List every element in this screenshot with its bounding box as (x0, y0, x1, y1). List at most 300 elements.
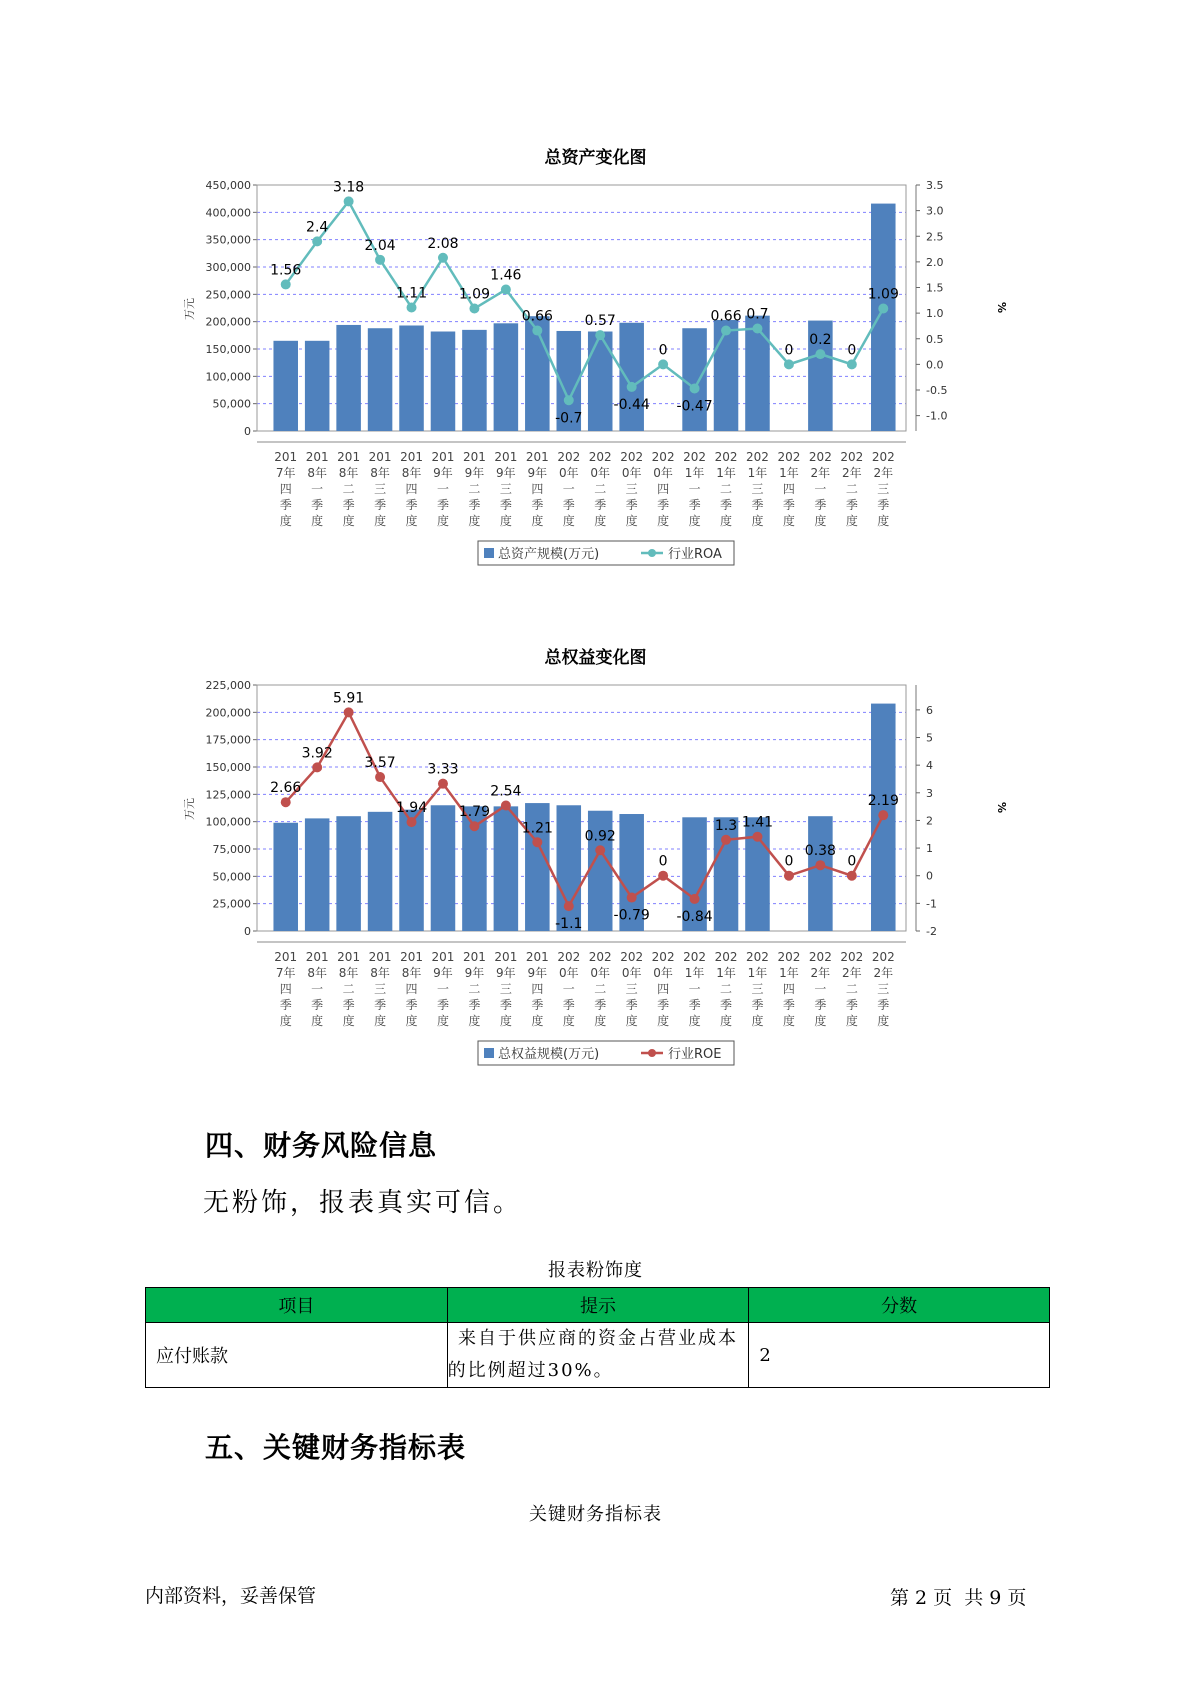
y-right-tick-label: -1.0 (926, 409, 948, 423)
header-item: 项目 (146, 1288, 448, 1323)
legend-bar-swatch (484, 1048, 494, 1058)
x-tick-label: 季 (342, 998, 355, 1012)
line-point (752, 324, 762, 334)
x-tick-label: 201 (305, 450, 329, 464)
data-label: 0.7 (746, 306, 769, 323)
total-equity-chart (0, 670, 1191, 1090)
x-tick-label: 202 (746, 450, 769, 464)
x-tick-label: 度 (342, 514, 355, 528)
line-point (375, 772, 385, 782)
x-tick-label: 9年 (527, 966, 548, 980)
bar (494, 806, 519, 931)
x-tick-label: 三 (877, 982, 890, 996)
line-point (344, 707, 354, 717)
x-tick-label: 季 (531, 498, 544, 512)
line-point (721, 835, 731, 845)
data-label: 1.46 (490, 267, 522, 284)
x-tick-label: 季 (845, 998, 858, 1012)
line-point (595, 845, 605, 855)
x-tick-label: 度 (877, 1014, 890, 1028)
x-tick-label: 1年 (747, 966, 768, 980)
x-tick-label: 2年 (873, 966, 894, 980)
data-label: 0.66 (521, 308, 553, 325)
risk-table (145, 1287, 1050, 1388)
x-tick-label: 度 (279, 514, 292, 528)
line-point (438, 253, 448, 263)
x-tick-label: 度 (594, 514, 607, 528)
key-indicators-heading: 五、关键财务指标表 (205, 1431, 467, 1464)
line-point (501, 801, 511, 811)
data-label: 1.41 (741, 814, 774, 831)
x-tick-label: 度 (405, 514, 418, 528)
line-point (690, 894, 700, 904)
x-tick-label: 202 (871, 950, 895, 964)
x-tick-label: 9年 (464, 466, 485, 480)
x-tick-label: 202 (557, 950, 581, 964)
bar (368, 328, 393, 431)
line-point (532, 326, 542, 336)
y-right-tick-label: 3.0 (926, 204, 944, 218)
data-label: 0.38 (804, 843, 836, 860)
risk-table-caption: 报表粉饰度 (548, 1260, 643, 1281)
line-point (847, 359, 857, 369)
x-tick-label: 季 (342, 498, 355, 512)
x-tick-label: 1年 (716, 466, 736, 480)
y-right-axis-title: % (995, 302, 1008, 314)
x-tick-label: 度 (562, 514, 575, 528)
bar (462, 330, 487, 431)
x-tick-label: 度 (342, 1014, 355, 1028)
x-tick-label: 度 (374, 514, 387, 528)
data-label: 2.08 (427, 235, 459, 252)
data-label: 1.94 (395, 800, 428, 817)
x-tick-label: 1年 (716, 966, 736, 980)
data-label: 2.19 (867, 793, 899, 810)
bar (399, 325, 424, 431)
y-right-tick-label: -0.5 (926, 384, 948, 397)
data-label: 0 (658, 853, 668, 870)
y-left-tick-label: 400,000 (205, 206, 251, 220)
data-label: 0 (784, 342, 794, 359)
x-tick-label: 201 (431, 450, 455, 464)
x-tick-label: 一 (436, 482, 449, 496)
x-tick-label: 8年 (307, 466, 327, 480)
x-tick-label: 季 (625, 498, 638, 512)
y-left-tick-label: 50,000 (212, 397, 251, 411)
x-tick-label: 四 (531, 982, 544, 996)
row-hint (447, 1323, 749, 1388)
y-left-tick-label: 25,000 (212, 897, 251, 911)
x-tick-label: 一 (311, 982, 324, 996)
x-tick-label: 1年 (779, 966, 799, 980)
x-tick-label: 一 (562, 982, 575, 996)
x-tick-label: 四 (782, 482, 795, 496)
x-tick-label: 度 (279, 1014, 292, 1028)
line-point (532, 837, 542, 847)
x-tick-label: 201 (494, 950, 518, 964)
y-left-tick-label: 225,000 (205, 679, 251, 692)
y-right-tick-label: 3.5 (926, 179, 944, 192)
y-left-tick-label: 0 (244, 425, 251, 438)
bar (557, 805, 582, 931)
x-tick-label: 度 (499, 1014, 512, 1028)
y-left-tick-label: 75,000 (212, 843, 251, 856)
data-label: 0.66 (710, 308, 742, 325)
bar (714, 817, 739, 931)
data-label: 2.54 (490, 783, 522, 800)
header-score: 分数 (749, 1288, 1050, 1323)
y-left-tick-label: 200,000 (205, 315, 251, 329)
x-tick-label: 度 (845, 514, 858, 528)
line-point (878, 810, 888, 820)
legend-bar-swatch (484, 548, 494, 558)
line-point (627, 893, 637, 903)
x-tick-label: 二 (594, 482, 607, 496)
x-tick-label: 9年 (496, 466, 516, 480)
line-point (281, 797, 291, 807)
x-tick-label: 度 (657, 1014, 670, 1028)
x-tick-label: 201 (337, 450, 361, 464)
x-tick-label: 9年 (527, 466, 548, 480)
x-tick-label: 201 (305, 950, 329, 964)
x-tick-label: 三 (374, 482, 387, 496)
data-label: -0.47 (676, 398, 713, 415)
data-label: 1.56 (270, 262, 302, 279)
row-hint-line1: 来自于供应商的资金占营业成本 (458, 1328, 738, 1349)
y-right-tick-label: 1.5 (926, 281, 944, 295)
line-point (469, 304, 479, 314)
row-hint-line2: 的比例超过30%。 (447, 1360, 614, 1381)
line-point (784, 359, 794, 369)
data-label: -0.44 (613, 396, 650, 413)
x-tick-label: 季 (311, 498, 324, 512)
x-tick-label: 度 (594, 1014, 607, 1028)
x-tick-label: 9年 (464, 966, 485, 980)
x-tick-label: 8年 (401, 466, 422, 480)
data-label: 1.09 (867, 286, 899, 303)
x-tick-label: 202 (620, 450, 644, 464)
x-tick-label: 季 (468, 998, 481, 1012)
y-left-tick-label: 450,000 (205, 179, 251, 192)
line-point (847, 871, 857, 881)
x-tick-label: 三 (751, 982, 764, 996)
bar (808, 816, 833, 931)
x-tick-label: 二 (720, 982, 733, 996)
header-hint: 提示 (447, 1288, 749, 1323)
x-tick-label: 二 (845, 482, 858, 496)
data-label: 0 (847, 853, 857, 870)
data-label: 0 (784, 853, 794, 870)
x-tick-label: 度 (468, 1014, 481, 1028)
bar (305, 818, 330, 931)
y-right-tick-label: 2.5 (926, 230, 944, 244)
x-tick-label: 四 (531, 482, 544, 496)
line-point (564, 395, 574, 405)
x-tick-label: 季 (720, 998, 733, 1012)
x-tick-label: 202 (714, 450, 738, 464)
bar (336, 816, 361, 931)
x-tick-label: 度 (405, 1014, 418, 1028)
data-label: 0 (847, 342, 857, 359)
y-right-tick-label: -2 (926, 925, 937, 938)
x-tick-label: 一 (814, 482, 827, 496)
x-tick-label: 度 (625, 1014, 638, 1028)
x-tick-label: 202 (683, 950, 707, 964)
x-tick-label: 8年 (370, 466, 390, 480)
x-tick-label: 季 (405, 498, 418, 512)
x-tick-label: 度 (877, 514, 890, 528)
x-tick-label: 201 (274, 450, 298, 464)
bar (871, 204, 896, 431)
x-tick-label: 度 (311, 1014, 324, 1028)
x-tick-label: 二 (720, 482, 733, 496)
x-tick-label: 202 (808, 450, 832, 464)
line-point (501, 285, 511, 295)
data-label: 1.79 (458, 804, 491, 821)
x-tick-label: 一 (562, 482, 575, 496)
y-right-tick-label: 1.0 (926, 307, 944, 321)
x-tick-label: 度 (311, 514, 324, 528)
risk-table-header-row (146, 1288, 1050, 1323)
x-tick-label: 度 (814, 514, 827, 528)
x-tick-label: 季 (845, 498, 858, 512)
x-tick-label: 202 (588, 950, 612, 964)
x-tick-label: 度 (531, 1014, 544, 1028)
x-tick-label: 2年 (810, 966, 831, 980)
y-left-axis-title: 万元 (183, 298, 196, 320)
x-tick-label: 二 (594, 982, 607, 996)
bar (619, 323, 644, 431)
x-tick-label: 季 (657, 998, 670, 1012)
x-tick-label: 201 (400, 950, 423, 964)
line-point (312, 236, 322, 246)
x-tick-label: 201 (525, 450, 549, 464)
line-point (595, 330, 605, 340)
y-right-tick-label: 0.5 (926, 332, 944, 346)
x-tick-label: 2年 (842, 966, 862, 980)
x-tick-label: 202 (683, 450, 707, 464)
x-tick-label: 三 (877, 482, 890, 496)
line-point (438, 779, 448, 789)
x-tick-label: 季 (531, 998, 544, 1012)
y-left-axis-title: 万元 (183, 798, 196, 820)
line-point (815, 860, 825, 870)
x-tick-label: 8年 (370, 966, 390, 980)
x-tick-label: 季 (374, 498, 387, 512)
x-tick-label: 一 (436, 982, 449, 996)
line-point (658, 871, 668, 881)
x-tick-label: 度 (436, 514, 449, 528)
footer-confidential-note: 内部资料，妥善保管 (145, 1585, 317, 1607)
data-label: 1.11 (395, 285, 428, 302)
x-tick-label: 季 (657, 498, 670, 512)
x-tick-label: 季 (279, 498, 292, 512)
x-tick-label: 201 (337, 950, 361, 964)
x-tick-label: 季 (562, 498, 575, 512)
x-tick-label: 202 (620, 950, 644, 964)
bar (305, 341, 330, 431)
x-tick-label: 度 (814, 1014, 827, 1028)
legend-line-marker (648, 1049, 656, 1057)
y-right-tick-label: 2 (926, 814, 933, 828)
data-label: -0.79 (613, 907, 650, 924)
line-point (784, 871, 794, 881)
data-label: 0 (658, 342, 668, 359)
x-tick-label: 四 (657, 482, 670, 496)
chart-1-title: 总资产变化图 (544, 148, 647, 168)
y-right-tick-label: 3 (926, 786, 933, 800)
x-tick-label: 二 (342, 482, 355, 496)
x-tick-label: 季 (436, 498, 449, 512)
x-tick-label: 201 (431, 950, 455, 964)
table-row (146, 1323, 1050, 1388)
x-tick-label: 三 (499, 982, 512, 996)
data-label: -0.7 (555, 410, 583, 427)
x-tick-label: 度 (720, 514, 733, 528)
x-tick-label: 度 (751, 1014, 764, 1028)
x-tick-label: 度 (688, 514, 701, 528)
x-tick-label: 季 (877, 998, 890, 1012)
data-label: 0.57 (584, 313, 616, 330)
x-tick-label: 季 (594, 998, 607, 1012)
y-left-tick-label: 150,000 (205, 761, 251, 774)
x-tick-label: 一 (311, 482, 324, 496)
x-tick-label: 度 (688, 1014, 701, 1028)
x-tick-label: 201 (368, 450, 392, 464)
x-tick-label: 季 (782, 498, 795, 512)
x-tick-label: 四 (279, 482, 292, 496)
data-label: 2.66 (270, 780, 302, 797)
x-tick-label: 季 (782, 998, 795, 1012)
x-tick-label: 0年 (621, 466, 642, 480)
x-tick-label: 201 (494, 450, 518, 464)
data-label: 2.4 (306, 219, 329, 236)
x-tick-label: 9年 (433, 966, 453, 980)
x-tick-label: 202 (746, 950, 769, 964)
x-tick-label: 202 (871, 450, 895, 464)
bar (431, 332, 456, 431)
x-tick-label: 度 (657, 514, 670, 528)
y-left-tick-label: 150,000 (205, 343, 251, 356)
x-tick-label: 202 (588, 450, 612, 464)
x-tick-label: 二 (845, 982, 858, 996)
x-tick-label: 季 (625, 998, 638, 1012)
y-right-tick-label: 0.0 (926, 358, 944, 372)
x-tick-label: 二 (468, 982, 481, 996)
line-point (344, 196, 354, 206)
line-point (627, 382, 637, 392)
x-tick-label: 三 (374, 982, 387, 996)
x-tick-label: 201 (462, 950, 486, 964)
x-tick-label: 度 (625, 514, 638, 528)
bar (273, 823, 298, 931)
legend-line-label: 行业ROE (668, 1047, 722, 1062)
key-indicators-table-caption: 关键财务指标表 (529, 1504, 662, 1525)
data-label: 0.2 (809, 332, 832, 349)
bar (714, 320, 739, 431)
legend-line-marker (648, 549, 656, 557)
line-point (407, 302, 417, 312)
x-tick-label: 三 (625, 482, 638, 496)
x-tick-label: 三 (625, 982, 638, 996)
x-tick-label: 季 (688, 498, 701, 512)
line-point (815, 349, 825, 359)
x-tick-label: 季 (751, 498, 764, 512)
y-right-axis-title: % (995, 802, 1008, 814)
y-left-tick-label: 200,000 (205, 706, 251, 720)
line-point (878, 304, 888, 314)
x-tick-label: 201 (368, 950, 392, 964)
x-tick-label: 季 (877, 498, 890, 512)
x-tick-label: 季 (814, 998, 827, 1012)
legend-line-label: 行业ROA (668, 547, 722, 562)
line-point (721, 326, 731, 336)
data-label: 3.18 (333, 179, 365, 196)
y-right-tick-label: 2.0 (926, 255, 944, 269)
x-tick-label: 8年 (307, 966, 327, 980)
x-tick-label: 202 (777, 450, 801, 464)
x-tick-label: 一 (814, 982, 827, 996)
bar (399, 810, 424, 931)
x-tick-label: 0年 (653, 966, 673, 980)
bar (273, 341, 298, 431)
y-right-tick-label: 1 (926, 842, 933, 856)
y-right-tick-label: 5 (926, 731, 933, 745)
y-left-tick-label: 50,000 (212, 870, 251, 884)
chart-2-title: 总权益变化图 (544, 648, 647, 668)
x-tick-label: 三 (751, 482, 764, 496)
x-tick-label: 四 (279, 982, 292, 996)
x-tick-label: 季 (374, 998, 387, 1012)
x-tick-label: 201 (525, 950, 549, 964)
x-tick-label: 度 (468, 514, 481, 528)
x-tick-label: 季 (499, 998, 512, 1012)
x-tick-label: 202 (714, 950, 738, 964)
x-tick-label: 季 (814, 498, 827, 512)
data-label: 1.21 (521, 820, 553, 837)
x-tick-label: 二 (468, 482, 481, 496)
data-label: -1.1 (555, 916, 583, 933)
x-tick-label: 202 (557, 450, 581, 464)
line-point (752, 832, 762, 842)
x-tick-label: 202 (651, 450, 675, 464)
x-tick-label: 2年 (810, 466, 831, 480)
y-right-tick-label: 6 (926, 703, 933, 717)
risk-conclusion-text: 无粉饰，报表真实可信。 (203, 1188, 523, 1218)
x-tick-label: 2年 (873, 466, 894, 480)
x-tick-label: 202 (840, 450, 864, 464)
x-tick-label: 季 (436, 998, 449, 1012)
x-tick-label: 四 (782, 982, 795, 996)
x-tick-label: 9年 (496, 966, 516, 980)
line-point (281, 279, 291, 289)
y-left-tick-label: 175,000 (205, 733, 251, 747)
legend-bar-label: 总资产规模(万元) (498, 547, 600, 562)
x-tick-label: 季 (468, 498, 481, 512)
x-tick-label: 一 (688, 482, 701, 496)
legend-bar-label: 总权益规模(万元) (498, 1047, 600, 1062)
x-tick-label: 二 (342, 982, 355, 996)
y-left-tick-label: 100,000 (205, 370, 251, 384)
x-tick-label: 季 (751, 998, 764, 1012)
line-point (658, 359, 668, 369)
line-point (312, 762, 322, 772)
x-tick-label: 度 (562, 1014, 575, 1028)
y-left-tick-label: 100,000 (205, 815, 251, 829)
x-tick-label: 度 (751, 514, 764, 528)
y-right-tick-label: -1 (926, 897, 937, 911)
risk-section-heading: 四、财务风险信息 (205, 1129, 438, 1162)
